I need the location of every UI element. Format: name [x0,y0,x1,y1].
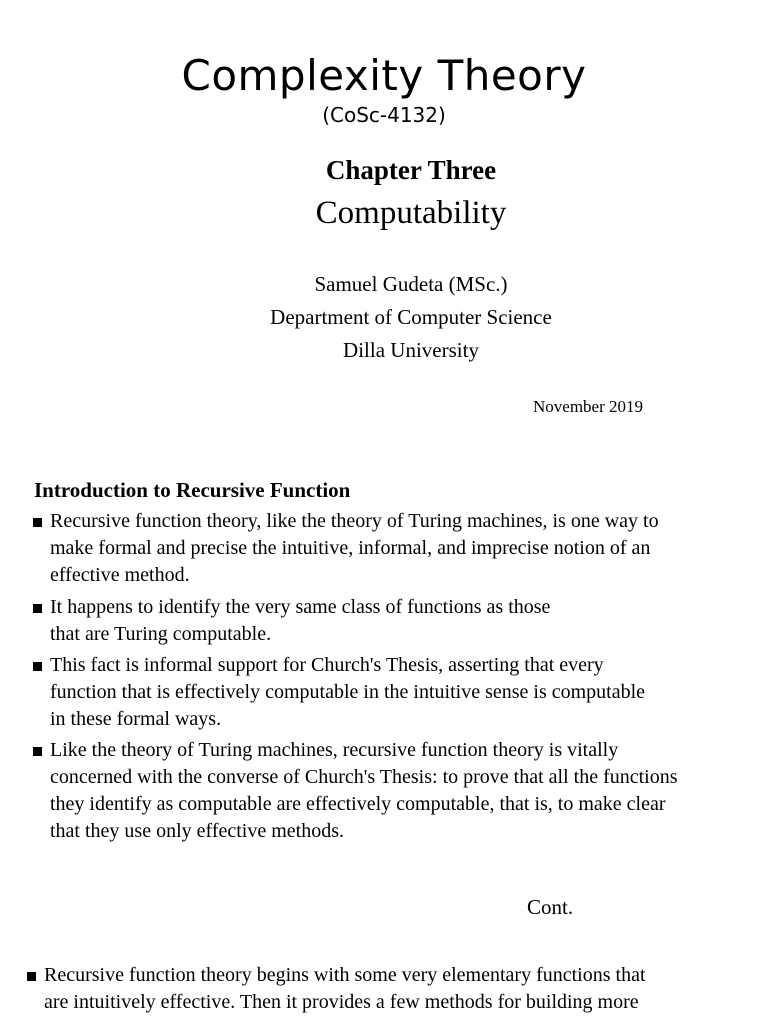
bullet-square-icon [33,662,42,671]
presentation-date: November 2019 [533,397,644,416]
author-name: Samuel Gudeta (MSc.) [314,272,508,296]
bullet-square-icon [27,972,36,981]
section-heading: Introduction to Recursive Function [34,478,351,502]
bullet-square-icon [33,604,42,613]
university-name: Dilla University [343,338,479,362]
department-name: Department of Computer Science [270,305,552,329]
chapter-title: Computability [315,195,507,231]
course-code: (CoSc-4132) [322,103,446,127]
bullet-square-icon [33,518,42,527]
bullet-text: This fact is informal support for Church's Thesis, asserting that every function that is effectively computable in the intuitive sense is computable in these formal ways. [50,654,646,730]
bullet-text: Recursive function theory begins with some very elementary functions that are intuitively effective. Then it provides a few methods for building more [44,964,646,1013]
bullet-text: Recursive function theory, like the theory of Turing machines, is one way to make formal and precise the intuitive, informal, and imprecise notion of an effective method. [50,510,659,586]
bullet-text: It happens to identify the very same class of functions as those that are Turing computable. [50,596,551,645]
document-title: Complexity Theory [181,51,587,100]
bullet-square-icon [33,747,42,756]
bullet-text: Like the theory of Turing machines, recursive function theory is vitally concerned with the converse of Church's Thesis: to prove that all the functions they identify as computable are effectively computable, that is, to make clear that they use only effective methods. [50,739,678,842]
chapter-label: Chapter Three [325,155,497,185]
continuation-heading: Cont. [527,895,574,919]
